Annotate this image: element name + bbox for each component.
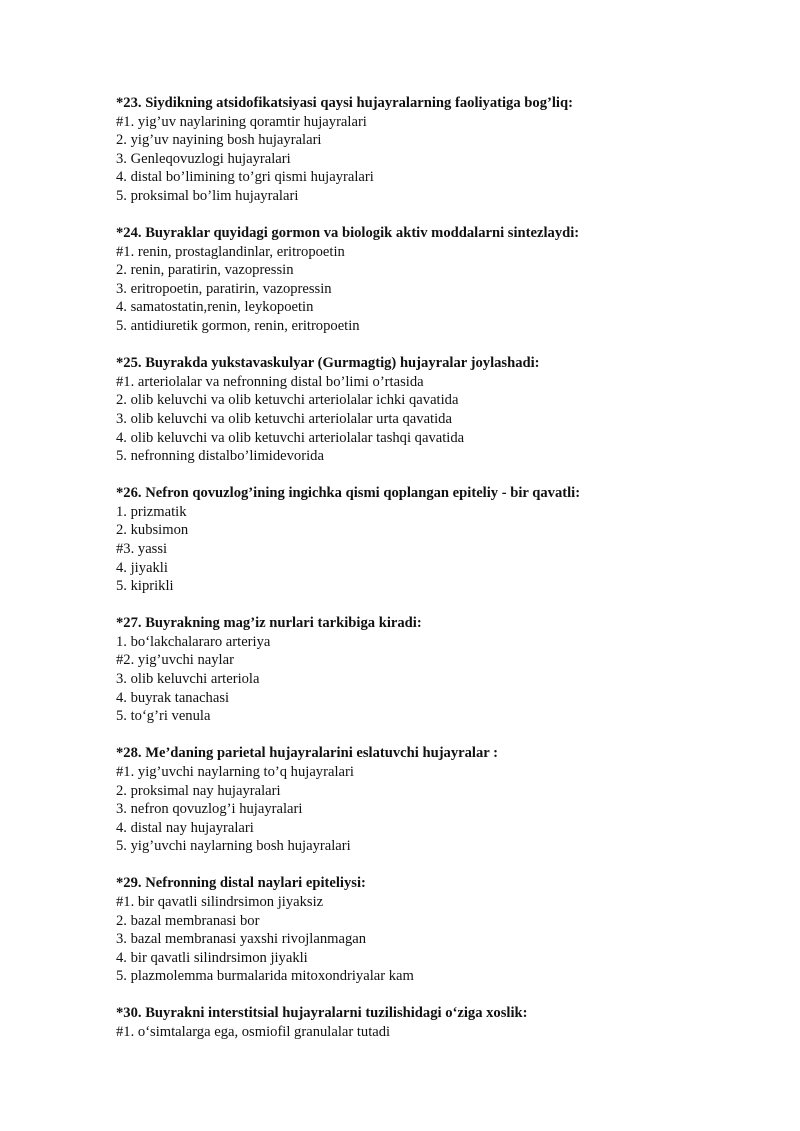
answer-option: 3. olib keluvchi arteriola — [116, 671, 260, 688]
answer-option: 3. bazal membranasi yaxshi rivojlanmagan — [116, 931, 367, 948]
question-26 — [116, 484, 756, 596]
answer-option: #1. yig’uvchi naylarning to’q hujayralari — [116, 763, 354, 780]
answer-option: 4. buyrak tanachasi — [116, 689, 230, 706]
question-title: *28. Me’daning parietal hujayralarini eslatuvchi hujayralar : — [116, 745, 499, 762]
answer-option: 1. bo‘lakchalararo arteriya — [116, 633, 271, 650]
answer-option: #3. yassi — [116, 540, 168, 557]
answer-option: 4. jiyakli — [116, 559, 168, 576]
answer-option: #1. bir qavatli silindrsimon jiyaksiz — [116, 893, 324, 910]
question-27 — [116, 614, 756, 726]
answer-option: 4. olib keluvchi va olib ketuvchi arteriolalar tashqi qavatida — [116, 429, 465, 446]
answer-option: 3. Genleqovuzlogi hujayralari — [116, 150, 291, 167]
question-title: *24. Buyraklar quyidagi gormon va biologik aktiv moddalarni sintezlaydi: — [116, 225, 580, 242]
question-title: *29. Nefronning distal naylari epiteliysi: — [116, 875, 366, 892]
question-24 — [116, 224, 756, 336]
question-28 — [116, 744, 756, 856]
question-title: *26. Nefron qovuzlog’ining ingichka qismi qoplangan epiteliy - bir qavatli: — [116, 485, 581, 502]
answer-option: 5. to‘g’ri venula — [116, 708, 211, 725]
answer-option: 3. nefron qovuzlog’i hujayralari — [116, 801, 303, 818]
answer-option: 4. distal nay hujayralari — [116, 819, 254, 836]
answer-option: 5. kiprikli — [116, 578, 174, 595]
answer-option: 5. yig’uvchi naylarning bosh hujayralari — [116, 838, 351, 855]
answer-option: 5. proksimal bo’lim hujayralari — [116, 187, 299, 204]
answer-option: 2. renin, paratirin, vazopressin — [116, 262, 294, 279]
answer-option: 2. proksimal nay hujayralari — [116, 782, 281, 799]
question-title: *23. Siydikning atsidofikatsiyasi qaysi hujayralarning faoliyatiga bog’liq: — [116, 95, 573, 111]
answer-option: #1. arteriolalar va nefronning distal bo’limi o’rtasida — [116, 373, 424, 390]
answer-option: 4. samatostatin,renin, leykopoetin — [116, 299, 314, 316]
question-title: *25. Buyrakda yukstavaskulyar (Gurmagtig) hujayralar joylashadi: — [116, 355, 540, 372]
answer-option: 2. olib keluvchi va olib ketuvchi arteriolalar ichki qavatida — [116, 392, 459, 409]
question-23 — [116, 94, 756, 206]
answer-option: 4. distal bo’limining to’gri qismi hujayralari — [116, 169, 374, 186]
answer-option: 2. yig’uv nayining bosh hujayralari — [116, 132, 322, 149]
answer-option: 2. kubsimon — [116, 522, 189, 539]
answer-option: #2. yig’uvchi naylar — [116, 652, 234, 669]
answer-option: 1. prizmatik — [116, 503, 187, 520]
answer-option: #1. yig’uv naylarining qoramtir hujayralari — [116, 113, 367, 130]
answer-option: #1. o‘simtalarga ega, osmiofil granulalar tutadi — [116, 1024, 391, 1041]
answer-option: 5. nefronning distalbo’limidevorida — [116, 448, 324, 465]
answer-option: 3. olib keluvchi va olib ketuvchi arteriolalar urta qavatida — [116, 410, 452, 427]
question-29 — [116, 874, 756, 986]
answer-option: 3. eritropoetin, paratirin, vazopressin — [116, 280, 332, 297]
answer-option: #1. renin, prostaglandinlar, eritropoetin — [116, 243, 345, 260]
question-title: *30. Buyrakni interstitsial hujayralarni tuzilishidagi o‘ziga xoslik: — [116, 1005, 528, 1022]
question-list — [116, 94, 756, 1060]
answer-option: 4. bir qavatli silindrsimon jiyakli — [116, 949, 308, 966]
answer-option: 2. bazal membranasi bor — [116, 912, 260, 929]
answer-option: 5. antidiuretik gormon, renin, eritropoetin — [116, 318, 360, 335]
question-25 — [116, 354, 756, 466]
question-title: *27. Buyrakning mag’iz nurlari tarkibiga kiradi: — [116, 615, 422, 632]
answer-option: 5. plazmolemma burmalarida mitoxondriyalar kam — [116, 968, 414, 985]
question-30 — [116, 1004, 756, 1041]
